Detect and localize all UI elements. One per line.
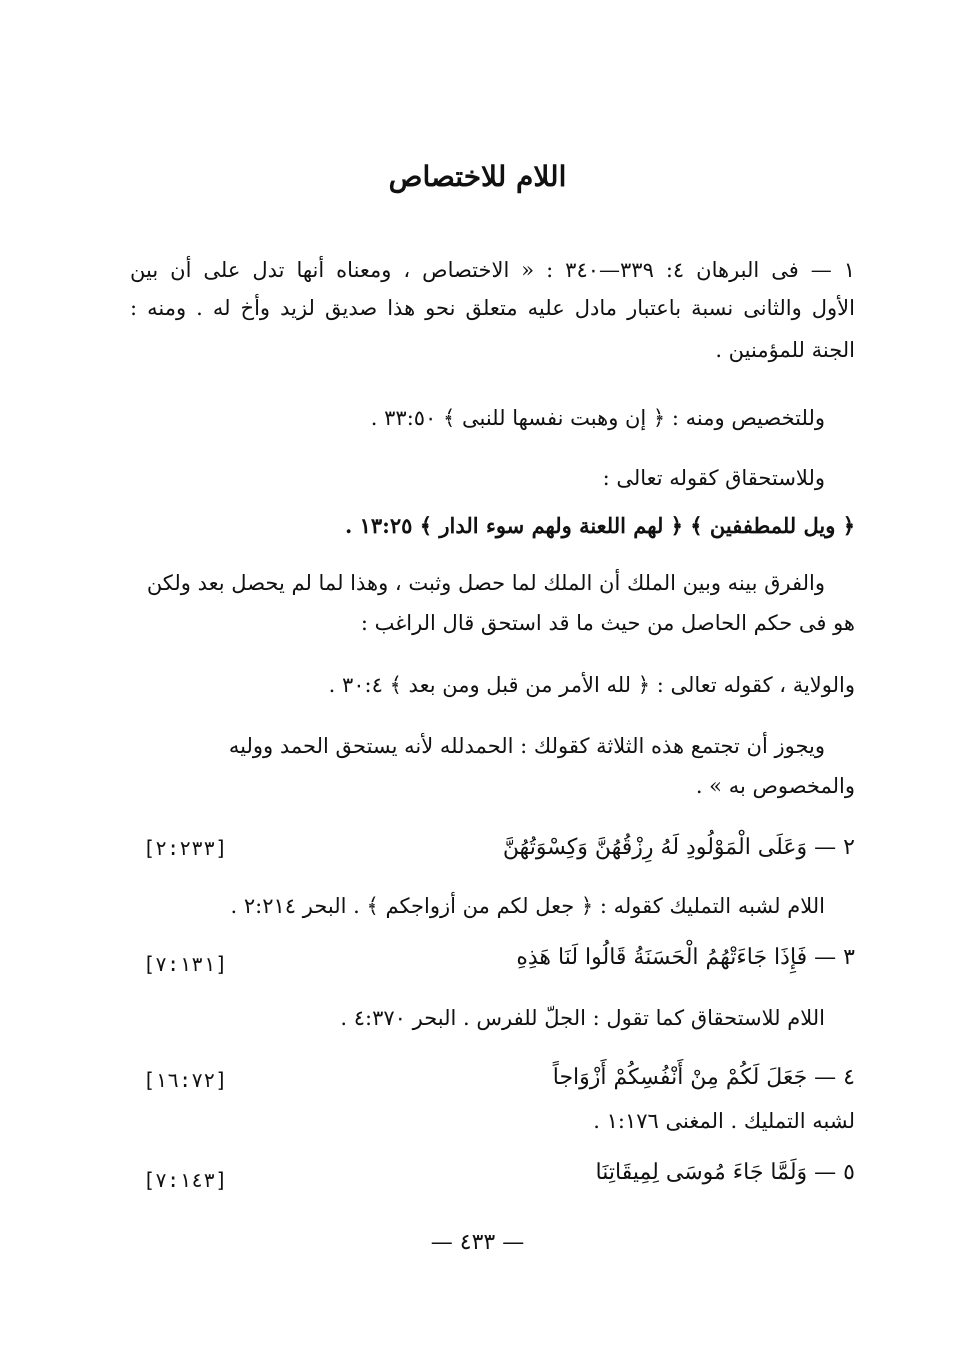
text-line-2: الأول والثانى نسبة باعتبار مادل عليه متعلق نحو هذا صديق لزيد وأخ له . ومنه : — [130, 296, 855, 320]
text-line-11: والمخصوص به » . — [695, 774, 855, 798]
verse-5: ٥ — وَلَمَّا جَاءَ مُوسَى لِمِيقَاتِنَا — [595, 1160, 855, 1185]
text-line-6: ﴿ ويل للمطففين ﴾ ﴿ لهم اللعنة ولهم سوء الدار ﴾ ١٣:٢٥ . — [344, 513, 855, 538]
verse-ref-4: [١٦:٧٢] — [143, 1068, 228, 1092]
text-line-13: اللام للاستحقاق كما تقول : الجلّ للفرس . البحر ٤:٣٧٠ . — [340, 1006, 825, 1030]
text-line-1: ١ — فى البرهان ٤: ٣٣٩—٣٤٠ : « الاختصاص ، ومعناه أنها تدل على أن بين — [130, 258, 855, 282]
text-line-3: الجنة للمؤمنين . — [715, 338, 855, 362]
text-line-4: وللتخصيص ومنه : ﴿ إن وهبت نفسها للنبى ﴾ ٣٣:٥٠ . — [370, 406, 825, 430]
text-line-14: لشبه التمليك . المغنى ١:١٧٦ . — [593, 1109, 855, 1133]
verse-4: ٤ — جَعَلَ لَكُمْ مِنْ أَنْفُسِكُمْ أَزْوَاجاً — [552, 1065, 855, 1090]
verse-ref-2: [٢:٢٣٣] — [143, 836, 228, 860]
verse-ref-3: [٧:١٣١] — [143, 952, 228, 976]
text-line-12: اللام لشبه التمليك كقوله : ﴿ جعل لكم من أزواجكم ﴾ . البحر ٢:٢١٤ . — [230, 894, 825, 918]
verse-ref-5: [٧:١٤٣] — [143, 1168, 228, 1192]
page-title: اللام للاختصاص — [388, 160, 567, 193]
page-number: — ٤٣٣ — — [430, 1230, 525, 1255]
text-line-7: والفرق بينه وبين الملك أن الملك لما حصل وثبت ، وهذا لما لم يحصل بعد ولكن — [146, 571, 825, 595]
verse-2: ٢ — وَعَلَى الْمَوْلُودِ لَهُ رِزْقُهُنَّ وَكِسْوَتُهُنَّ — [502, 835, 855, 860]
text-line-10: ويجوز أن تجتمع هذه الثلاثة كقولك : الحمدلله لأنه يستحق الحمد ووليه — [228, 734, 825, 758]
text-line-9: والولاية ، كقوله تعالى : ﴿ لله الأمر من قبل ومن بعد ﴾ ٣٠:٤ . — [328, 673, 855, 697]
text-line-5: وللاستحقاق كقوله تعالى : — [602, 466, 825, 490]
verse-3: ٣ — فَإِذَا جَاءَتْهُمُ الْحَسَنَةُ قَالُوا لَنَا هَذِهِ — [516, 945, 855, 970]
text-line-8: هو فى حكم الحاصل من حيث ما قد استحق قال الراغب : — [360, 611, 855, 635]
